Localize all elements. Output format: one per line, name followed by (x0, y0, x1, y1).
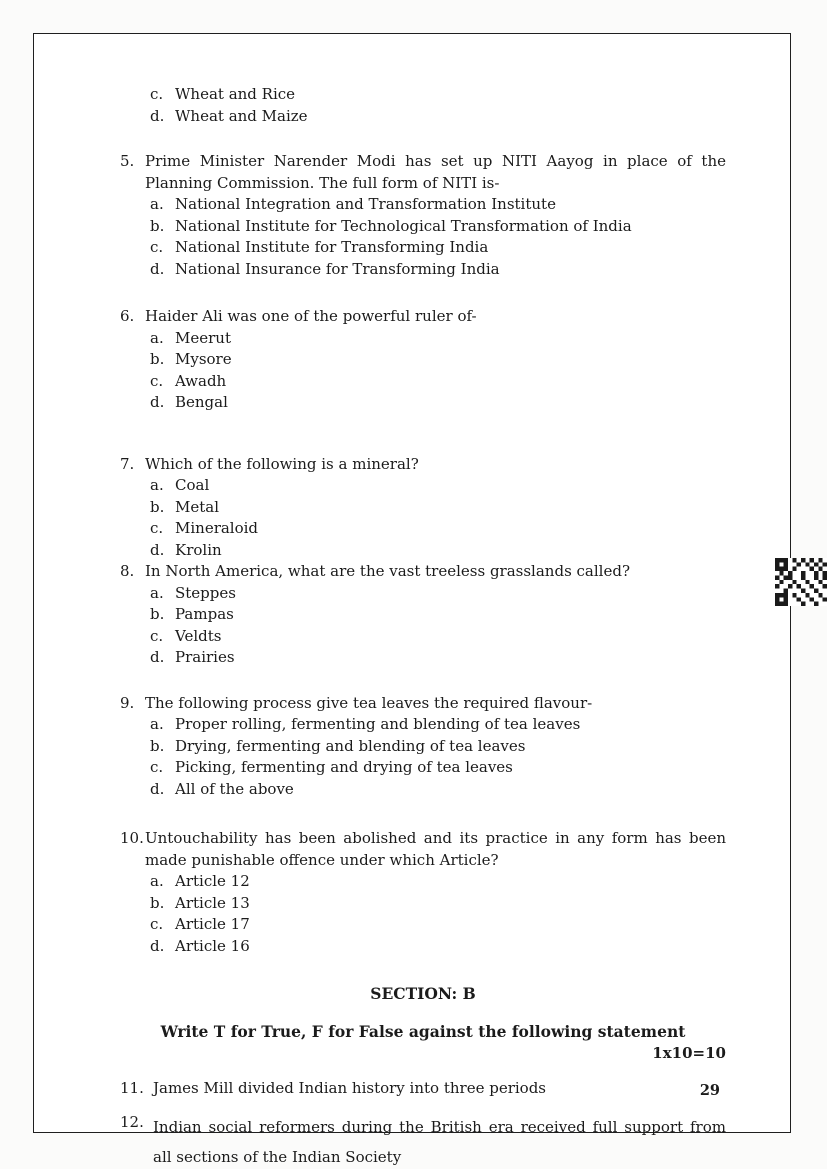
option-text: Proper rolling, fermenting and blending of tea leaves (175, 715, 581, 733)
option-text: Prairies (175, 648, 235, 666)
option-letter: b. (150, 497, 165, 516)
section-title: SECTION: B (370, 984, 476, 1003)
qr-code (775, 558, 827, 606)
option-letter: b. (150, 216, 165, 235)
option-text: National Insurance for Transforming India (175, 259, 500, 278)
option-row (150, 84, 726, 106)
option-row (150, 871, 726, 893)
question-text: Indian social reformers during the British era received full support from all sections of the Indian Society (153, 1118, 726, 1166)
question-5 (120, 151, 726, 280)
option-letter: d. (150, 779, 165, 798)
option-letter: c. (150, 626, 164, 645)
option-letter: c. (150, 519, 164, 537)
option-letter: d. (150, 393, 165, 411)
option-text: Steppes (175, 583, 236, 602)
question-options (120, 475, 726, 561)
option-row (150, 259, 726, 281)
option-letter: d. (150, 259, 165, 278)
option-text: Article 13 (175, 893, 250, 912)
option-letter: a. (150, 328, 164, 347)
question-number: 6. (120, 307, 135, 325)
option-letter: a. (150, 195, 164, 213)
option-text: Krolin (175, 540, 222, 559)
option-row (150, 936, 726, 958)
option-letter: a. (150, 872, 164, 890)
option-row (150, 757, 726, 779)
option-row (150, 392, 726, 414)
question-text: In North America, what are the vast treeless grasslands called? (145, 562, 630, 580)
option-letter: a. (150, 476, 164, 494)
question-8 (120, 561, 726, 669)
question-12 (120, 1112, 726, 1169)
option-letter: b. (150, 893, 165, 912)
option-letter: d. (150, 936, 165, 955)
option-row (150, 647, 726, 669)
question-options (120, 583, 726, 669)
question-number: 12. (120, 1113, 144, 1131)
question-head (120, 828, 726, 871)
option-text: Pampas (175, 605, 234, 623)
question-text: The following process give tea leaves the required flavour- (145, 693, 593, 712)
exam-sheet (33, 33, 791, 1166)
option-row (150, 540, 726, 562)
marks-label: 1x10=10 (652, 1044, 726, 1062)
question-head (120, 454, 726, 476)
option-row (150, 237, 726, 259)
page-number: 29 (699, 1082, 720, 1099)
question-9 (120, 693, 726, 801)
option-text: All of the above (175, 779, 294, 798)
question-head (120, 693, 726, 715)
question-number: 7. (120, 454, 135, 473)
option-text: Bengal (175, 393, 228, 411)
question-11 (120, 1078, 726, 1100)
question-head (120, 306, 726, 328)
option-row (150, 216, 726, 238)
question-text: Prime Minister Narender Modi has set up NITI Aayog in place of the Planning Commission. The full form of NITI is- (145, 152, 726, 192)
option-letter: c. (150, 915, 164, 933)
option-row (150, 893, 726, 915)
option-letter: a. (150, 583, 164, 602)
tf-instruction: Write T for True, F for False against the following statement (160, 1021, 686, 1041)
option-letter: d. (150, 540, 165, 559)
option-letter: b. (150, 350, 165, 368)
option-letter: b. (150, 736, 165, 755)
question-number: 9. (120, 693, 135, 712)
option-letter: c. (150, 758, 164, 776)
question-options (120, 871, 726, 957)
option-row (150, 714, 726, 736)
option-row (150, 194, 726, 216)
question-head (120, 561, 726, 583)
option-row (150, 328, 726, 350)
option-text: Veldts (175, 626, 222, 645)
option-row (150, 475, 726, 497)
option-letter: d. (150, 648, 165, 666)
question-text: Which of the following is a mineral? (145, 454, 419, 473)
leftover-options (120, 84, 726, 127)
option-text: Picking, fermenting and drying of tea leaves (175, 758, 513, 776)
option-text: Drying, fermenting and blending of tea leaves (175, 736, 526, 755)
option-row (150, 518, 726, 540)
option-text: Wheat and Rice (175, 85, 296, 103)
option-text: National Integration and Transformation Institute (175, 195, 556, 213)
option-row (150, 371, 726, 393)
question-text: James Mill divided Indian history into three periods (153, 1078, 546, 1097)
option-row (150, 736, 726, 758)
option-text: Article 17 (175, 915, 250, 933)
question-6 (120, 306, 726, 414)
option-row (150, 349, 726, 371)
question-text: Haider Ali was one of the powerful ruler of- (145, 307, 477, 325)
option-letter: c. (150, 371, 164, 390)
option-text: Mineraloid (175, 519, 259, 537)
option-text: Mysore (175, 350, 232, 368)
question-number: 11. (120, 1078, 144, 1097)
option-letter: c. (150, 85, 164, 103)
question-10 (120, 828, 726, 957)
question-options (120, 194, 726, 280)
exam-content (34, 34, 790, 1169)
option-text: Metal (175, 497, 220, 516)
option-text: National Institute for Technological Transformation of India (175, 216, 632, 235)
option-letter: d. (150, 106, 165, 125)
question-options (120, 714, 726, 800)
option-row (150, 914, 726, 936)
option-text: Article 12 (175, 872, 250, 890)
question-text: Untouchability has been abolished and its practice in any form has been made punishable offence under which Article? (145, 829, 726, 869)
option-letter: b. (150, 605, 165, 623)
question-number: 10. (120, 829, 144, 847)
option-text: Article 16 (175, 936, 250, 955)
option-row (150, 604, 726, 626)
question-head (120, 151, 726, 194)
option-letter: c. (150, 238, 164, 256)
option-text: Coal (175, 476, 210, 494)
option-letter: a. (150, 715, 164, 733)
question-number: 5. (120, 152, 135, 170)
option-text: Awadh (175, 371, 227, 390)
question-7 (120, 454, 726, 562)
option-text: National Institute for Transforming India (175, 238, 489, 256)
question-options (120, 328, 726, 414)
option-row (150, 626, 726, 648)
option-text: Wheat and Maize (175, 106, 308, 125)
option-row (150, 779, 726, 801)
option-row (150, 497, 726, 519)
question-number: 8. (120, 562, 135, 580)
option-text: Meerut (175, 328, 231, 347)
option-row (150, 583, 726, 605)
option-row (150, 106, 726, 128)
